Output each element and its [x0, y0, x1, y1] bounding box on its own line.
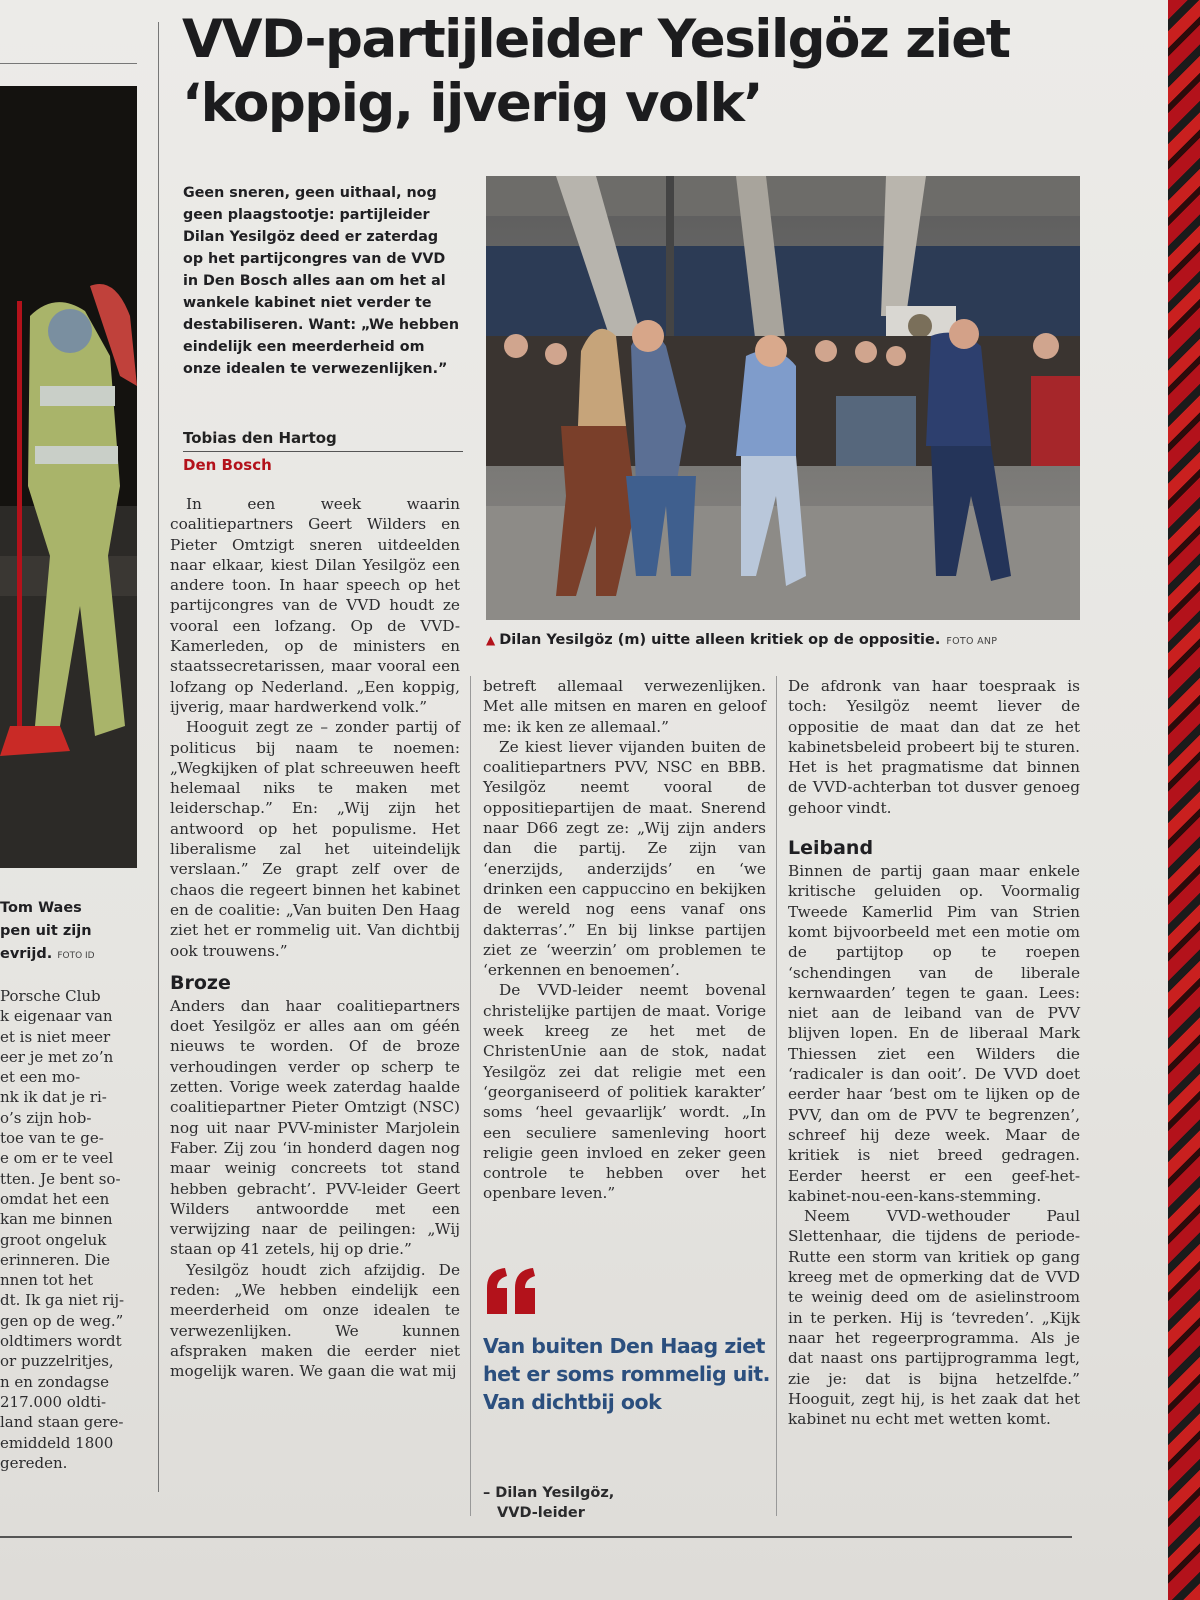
paragraph: Ze kiest liever vijanden buiten de coalitiepartners PVV, NSC en BBB. Yesilgöz neemt vooral de oppositiepartijen de maat. Snerend naar D66 zegt ze: „Wij zijn anders dan die partij. Ze zijn van ‘enerzijds, anderzijds’ en ‘we drinken een cappuccino en bekijken de wereld nog eens vanaf ons dakterras’.” En bij linkse partijen ziet ze ‘weerzin’ om problemen te ‘erkennen en benoemen’. — [483, 737, 766, 980]
left-caption-line: Tom Waes — [0, 900, 82, 916]
quote-mark-icon — [483, 1266, 543, 1316]
left-top-rule — [0, 63, 137, 64]
left-article-line: land staan gere- — [0, 1413, 124, 1432]
dateline: Den Bosch — [183, 456, 272, 474]
left-article-line: o’s zijn hob- — [0, 1108, 92, 1127]
intro-text: Geen sneren, geen uithaal, nog geen plaagstootje: partijleider Dilan Yesilgöz deed er zaterdag op het partijcongres van de VVD in Den Bosch alles aan om het al wankele kabinet niet verder te destabiliseren. Want: „We hebben eindelijk een meerderheid om onze idealen te verwezenlijken.” — [183, 185, 460, 377]
bottom-rule — [0, 1536, 1072, 1538]
caption-text: Dilan Yesilgöz (m) uitte alleen kritiek op de oppositie. — [499, 632, 941, 648]
body-column-2 — [483, 676, 766, 1204]
left-article-text — [0, 986, 150, 1473]
body-column-1 — [170, 494, 460, 1381]
left-caption-line: pen uit zijn — [0, 923, 92, 939]
left-article-line: tten. Je bent so- — [0, 1169, 121, 1188]
left-caption-credit: FOTO ID — [57, 951, 95, 961]
left-article-line: emiddeld 1800 — [0, 1433, 114, 1452]
subheading-leiband: Leiband — [788, 837, 874, 860]
subheading-broze: Broze — [170, 971, 231, 994]
paragraph: De afdronk van haar toespraak is toch: Yesilgöz neemt liever de oppositie de maat dan dat ze het kabinetsbeleid probeert bij te sturen. Het is het pragmatisme dat binnen de VVD-achterban tot dusver genoeg gehoor vindt. — [788, 677, 1080, 817]
congress-photo — [486, 176, 1080, 620]
left-article-line: kan me binnen — [0, 1210, 113, 1229]
body-column-3 — [788, 676, 1080, 1429]
column-divider — [158, 22, 159, 1492]
pull-quote-name: – Dilan Yesilgöz, — [483, 1485, 615, 1501]
left-article-line: dt. Ik ga niet rij- — [0, 1291, 125, 1310]
paragraph: betreft allemaal verwezenlijken. Met alle mitsen en maren en geloof me: ik ken ze allemaal.” — [483, 677, 766, 736]
paragraph: In een week waarin coalitiepartners Geert Wilders en Pieter Omtzigt sneren uitdeelden naar elkaar, kiest Dilan Yesilgöz een andere toon. In haar speech op het partijcongres van de VVD houdt ze vooral een lofzang. Op de VVD-Kamerleden, op de ministers en staatssecretarissen, maar vooral een lofzang op Nederland. „Een koppig, ijverig, maar hardwerkend volk.” — [170, 495, 460, 716]
column-divider — [470, 676, 471, 1516]
left-article-line: 217.000 oldti- — [0, 1392, 107, 1411]
headline: VVD-partijleider Yesilgöz ziet ‘koppig, ijverig volk’ — [182, 9, 1010, 134]
pull-quote: Van buiten Den Haag ziet het er soms rommelig uit. Van dichtbij ook — [483, 1334, 770, 1414]
author-byline: Tobias den Hartog — [183, 429, 337, 447]
byline-rule — [183, 451, 463, 452]
caption-triangle-icon: ▲ — [486, 633, 496, 647]
left-article-line: e om er te veel — [0, 1149, 114, 1168]
photo-credit: FOTO ANP — [946, 636, 998, 647]
left-article-line: nnen tot het — [0, 1271, 94, 1290]
left-article-line: Porsche Club — [0, 987, 101, 1005]
paragraph: De VVD-leider neemt bovenal christelijke partijen de maat. Vorige week kreeg ze het met de ChristenUnie aan de stok, nadat Yesilgöz zei dat religie met een ‘georganiseerd of politiek karakter’ soms ‘heel gevaarlijk’ wordt. „In een seculiere samenleving hoort religie geen invloed en zeker geen controle te hebben over het openbare leven.” — [483, 981, 766, 1203]
tablecloth-edge — [1168, 0, 1200, 1600]
left-article-line: oldtimers wordt — [0, 1332, 122, 1351]
left-article-line: or puzzelritjes, — [0, 1352, 114, 1371]
left-article-line: et een mo- — [0, 1068, 81, 1087]
pull-quote-role: VVD-leider — [497, 1505, 585, 1521]
pull-quote-source — [483, 1483, 773, 1523]
photo-caption — [486, 632, 1086, 648]
left-article-line: k eigenaar van — [0, 1007, 113, 1026]
left-article-line: nk ik dat je ri- — [0, 1088, 107, 1107]
paragraph: Yesilgöz houdt zich afzijdig. De reden: „We hebben eindelijk een meerderheid om onze idealen te verwezenlijken. We kunnen afspraken maken die eerder niet mogelijk waren. We gaan die wat mij — [170, 1260, 460, 1381]
left-article-line: groot ongeluk — [0, 1230, 107, 1249]
left-article-line: et is niet meer — [0, 1027, 111, 1046]
left-article-photo — [0, 86, 137, 868]
paragraph: Hooguit zegt ze – zonder partij of politicus bij naam te noemen: „Wegkijken of plat schreeuwen heeft helemaal niks te maken met leiderschap.” En: „Wij zijn het antwoord op het populisme. Het liberalisme zal het uiteindelijk verslaan.” Ze grapt zelf over de chaos die regeert binnen het kabinet en de coalitie: „Van buiten Den Haag ziet het er rommelig uit. Van dichtbij ook trouwens.” — [170, 718, 460, 960]
paragraph: Neem VVD-wethouder Paul Slettenhaar, die tijdens de periode-Rutte een storm van kritiek op gang kreeg met de opmerking dat de VVD te weinig deed om de asielinstroom in te perken. Hij is ‘tevreden’. „Kijk naar het regeerprogramma. Als je dat naast ons partijprogramma legt, zie je: dat is bijna hetzelfde.” Hooguit, zegt hij, is het zaak dat het kabinet nu echt met wetten komt. — [788, 1207, 1080, 1429]
left-photo-caption — [0, 897, 150, 968]
column-divider — [776, 676, 777, 1516]
paragraph: Binnen de partij gaan maar enkele kritische geluiden op. Voormalig Tweede Kamerlid Pim van Strien komt bijvoorbeeld met een motie om de partijtop op te roepen ‘schendingen van de liberale kernwaarden’ tegen te gaan. Lees: niet aan de leiband van de PVV blijven lopen. En de liberaal Mark Thiessen ziet een Wilders die ‘radicaler is dan ooit’. De VVD doet eerder haar ‘best om te lijken op de PVV, dan om de PVV te begrenzen’, schreef hij deze week. Maar de kritiek is niet breed gedragen. Eerder heerst er een geef-het-kabinet-nou-een-kans-stemming. — [788, 862, 1080, 1205]
paragraph: Anders dan haar coalitiepartners doet Yesilgöz er alles aan om géén nieuws te worden. Of de broze verhoudingen verder op scherp te zetten. Vorige week zaterdag haalde coalitiepartner Pieter Omtzigt (NSC) nog uit naar PVV-minister Marjolein Faber. Zij zou ‘in honderd dagen nog maar weinig concreets tot stand hebben gebracht’. PVV-leider Geert Wilders antwoordde met een verwijzing naar de peilingen: „Wij staan op 41 zetels, hij op drie.” — [170, 996, 460, 1259]
left-article-line: eer je met zo’n — [0, 1047, 114, 1066]
left-article-line: erinneren. Die — [0, 1250, 110, 1269]
left-article-line: gereden. — [0, 1453, 68, 1472]
left-article-line: gen op de weg.” — [0, 1311, 124, 1330]
left-article-line: n en zondagse — [0, 1372, 110, 1391]
left-article-line: toe van te ge- — [0, 1129, 104, 1148]
left-article-line: omdat het een — [0, 1189, 110, 1208]
left-caption-line: evrijd. — [0, 946, 53, 962]
